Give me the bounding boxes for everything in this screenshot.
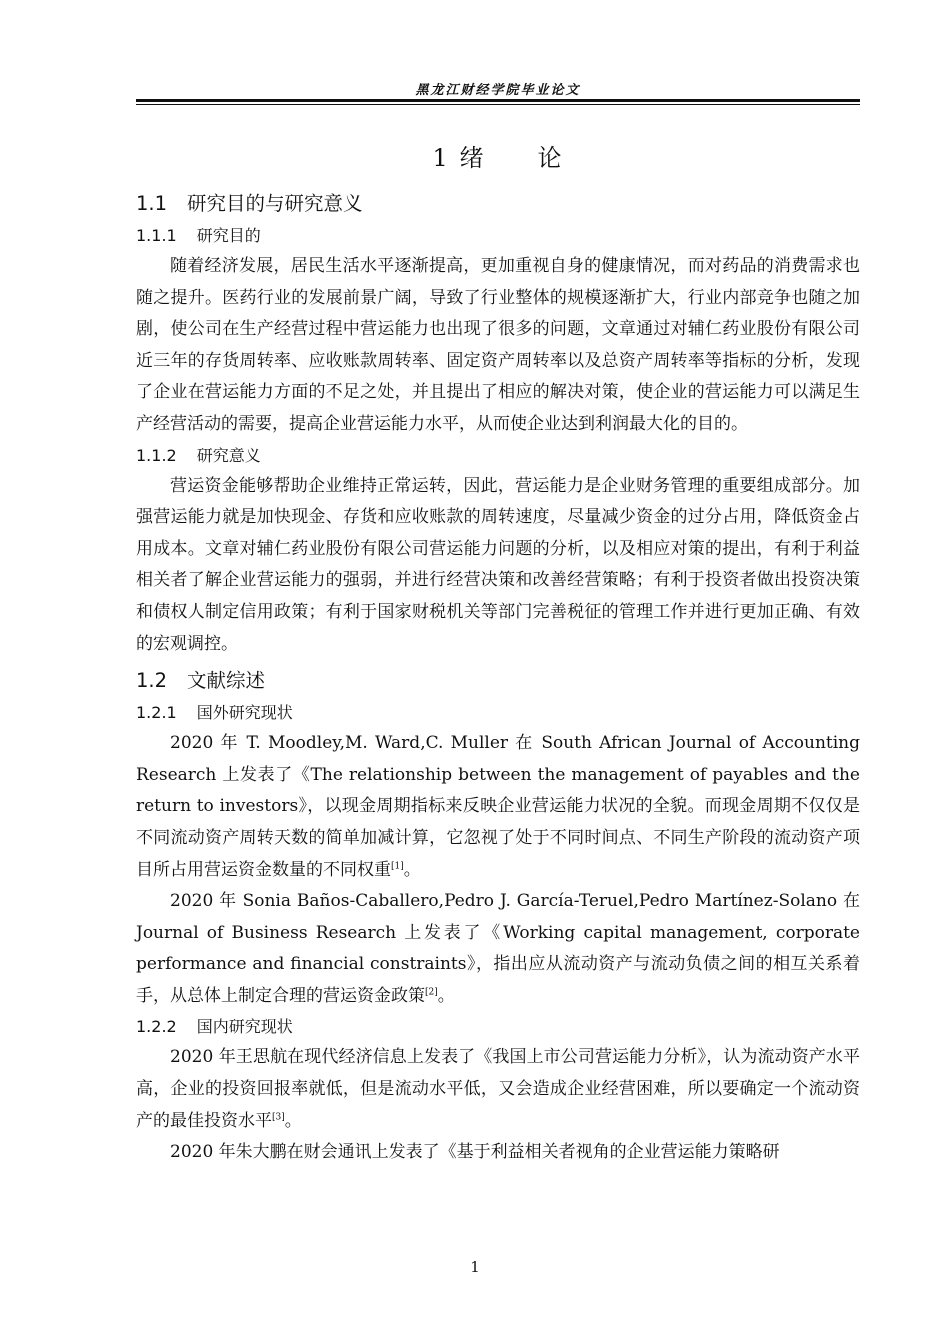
section-title: 文献综述 [187, 669, 266, 693]
page-number: 1 [470, 1258, 480, 1276]
paragraph-text: 2020 年王思航在现代经济信息上发表了《我国上市公司营运能力分析》，认为流动资产水平高，企业的投资回报率就低，但是流动水平低，又会造成企业经营困难，所以要确定一个流动资产的最佳投资水平 [136, 1047, 860, 1131]
page-content [136, 136, 860, 1169]
section-title: 研究目的与研究意义 [187, 192, 363, 215]
subsection-number: 1.2.1 [136, 703, 177, 723]
subsection-heading [136, 221, 860, 251]
header-rule-thin [136, 104, 860, 105]
paragraph [136, 886, 860, 1012]
section-number: 1.1 [136, 192, 168, 215]
subsection-title: 研究意义 [196, 445, 261, 465]
subsection-title: 国内研究现状 [196, 1017, 293, 1037]
section-heading [136, 189, 860, 219]
citation-ref[interactable]: [1] [391, 860, 404, 871]
paragraph [136, 1042, 860, 1137]
citation-ref[interactable]: [3] [272, 1112, 285, 1122]
citation-ref[interactable]: [2] [425, 987, 438, 998]
paragraph [136, 728, 860, 886]
paragraph-end: 。 [284, 1110, 302, 1131]
paragraph-end: 。 [403, 859, 421, 880]
subsection-number: 1.1.1 [136, 226, 177, 245]
section-number: 1.2 [136, 669, 168, 693]
subsection-heading [136, 441, 860, 471]
chapter-title: 1 绪 论 [432, 144, 564, 172]
paragraph-text: 2020 年 T. Moodley,M. Ward,C. Muller 在 South African Journal of Accounting Research 上发表了《The relationship between the management of payables and the return to investors》，以现金周期指标来反映企业营运能力状况的全貌。而现金周期不仅仅是不同流动资产周转天数的简单加减计算，它忽视了处于不同时间点、不同生产阶段的流动资产项目所占用营运资金数量的不同权重 [136, 733, 860, 880]
paragraph: 营运资金能够帮助企业维持正常运转，因此，营运能力是企业财务管理的重要组成部分。加强营运能力就是加快现金、存货和应收账款的周转速度，尽量减少资金的过分占用，降低资金占用成本。文章对辅仁药业股份有限公司营运能力问题的分析，以及相应对策的提出，有利于利益相关者了解企业营运能力的强弱，并进行经营决策和改善经营策略；有利于投资者做出投资决策和债权人制定信用政策；有利于国家财税机关等部门完善税征的管理工作并进行更加正确、有效的宏观调控。 [136, 475, 860, 654]
subsection-heading [136, 1012, 860, 1042]
paragraph-end: 。 [437, 985, 455, 1006]
paragraph: 随着经济发展，居民生活水平逐渐提高，更加重视自身的健康情况，而对药品的消费需求也随之提升。医药行业的发展前景广阔，导致了行业整体的规模逐渐扩大，行业内部竞争也随之加剧，使公司在生产经营过程中营运能力也出现了很多的问题，文章通过对辅仁药业股份有限公司近三年的存货周转率、应收账款周转率、固定资产周转率以及总资产周转率等指标的分析，发现了企业在营运能力方面的不足之处，并且提出了相应的解决对策，使企业的营运能力可以满足生产经营活动的需要，提高企业营运能力水平，从而使企业达到利润最大化的目的。 [136, 256, 860, 434]
header-rule-thick [136, 99, 860, 102]
running-header: 黑龙江财经学院毕业论文 [415, 83, 581, 98]
subsection-title: 研究目的 [196, 226, 261, 245]
paragraph: 2020 年朱大鹏在财会通讯上发表了《基于利益相关者视角的企业营运能力策略研 [170, 1142, 780, 1163]
subsection-number: 1.1.2 [136, 445, 177, 465]
subsection-heading [136, 698, 860, 728]
subsection-number: 1.2.2 [136, 1017, 177, 1037]
section-heading [136, 666, 860, 696]
subsection-title: 国外研究现状 [196, 703, 293, 723]
paragraph-text: 2020 年 Sonia Baños-Caballero,Pedro J. García-Teruel,Pedro Martínez-Solano 在 Journal of Business Research 上发表了《Working capital management, corporate performance and financial constraints》，指出应从流动资产与流动负债之间的相互关系着手，从总体上制定合理的营运资金政策 [136, 891, 860, 1006]
